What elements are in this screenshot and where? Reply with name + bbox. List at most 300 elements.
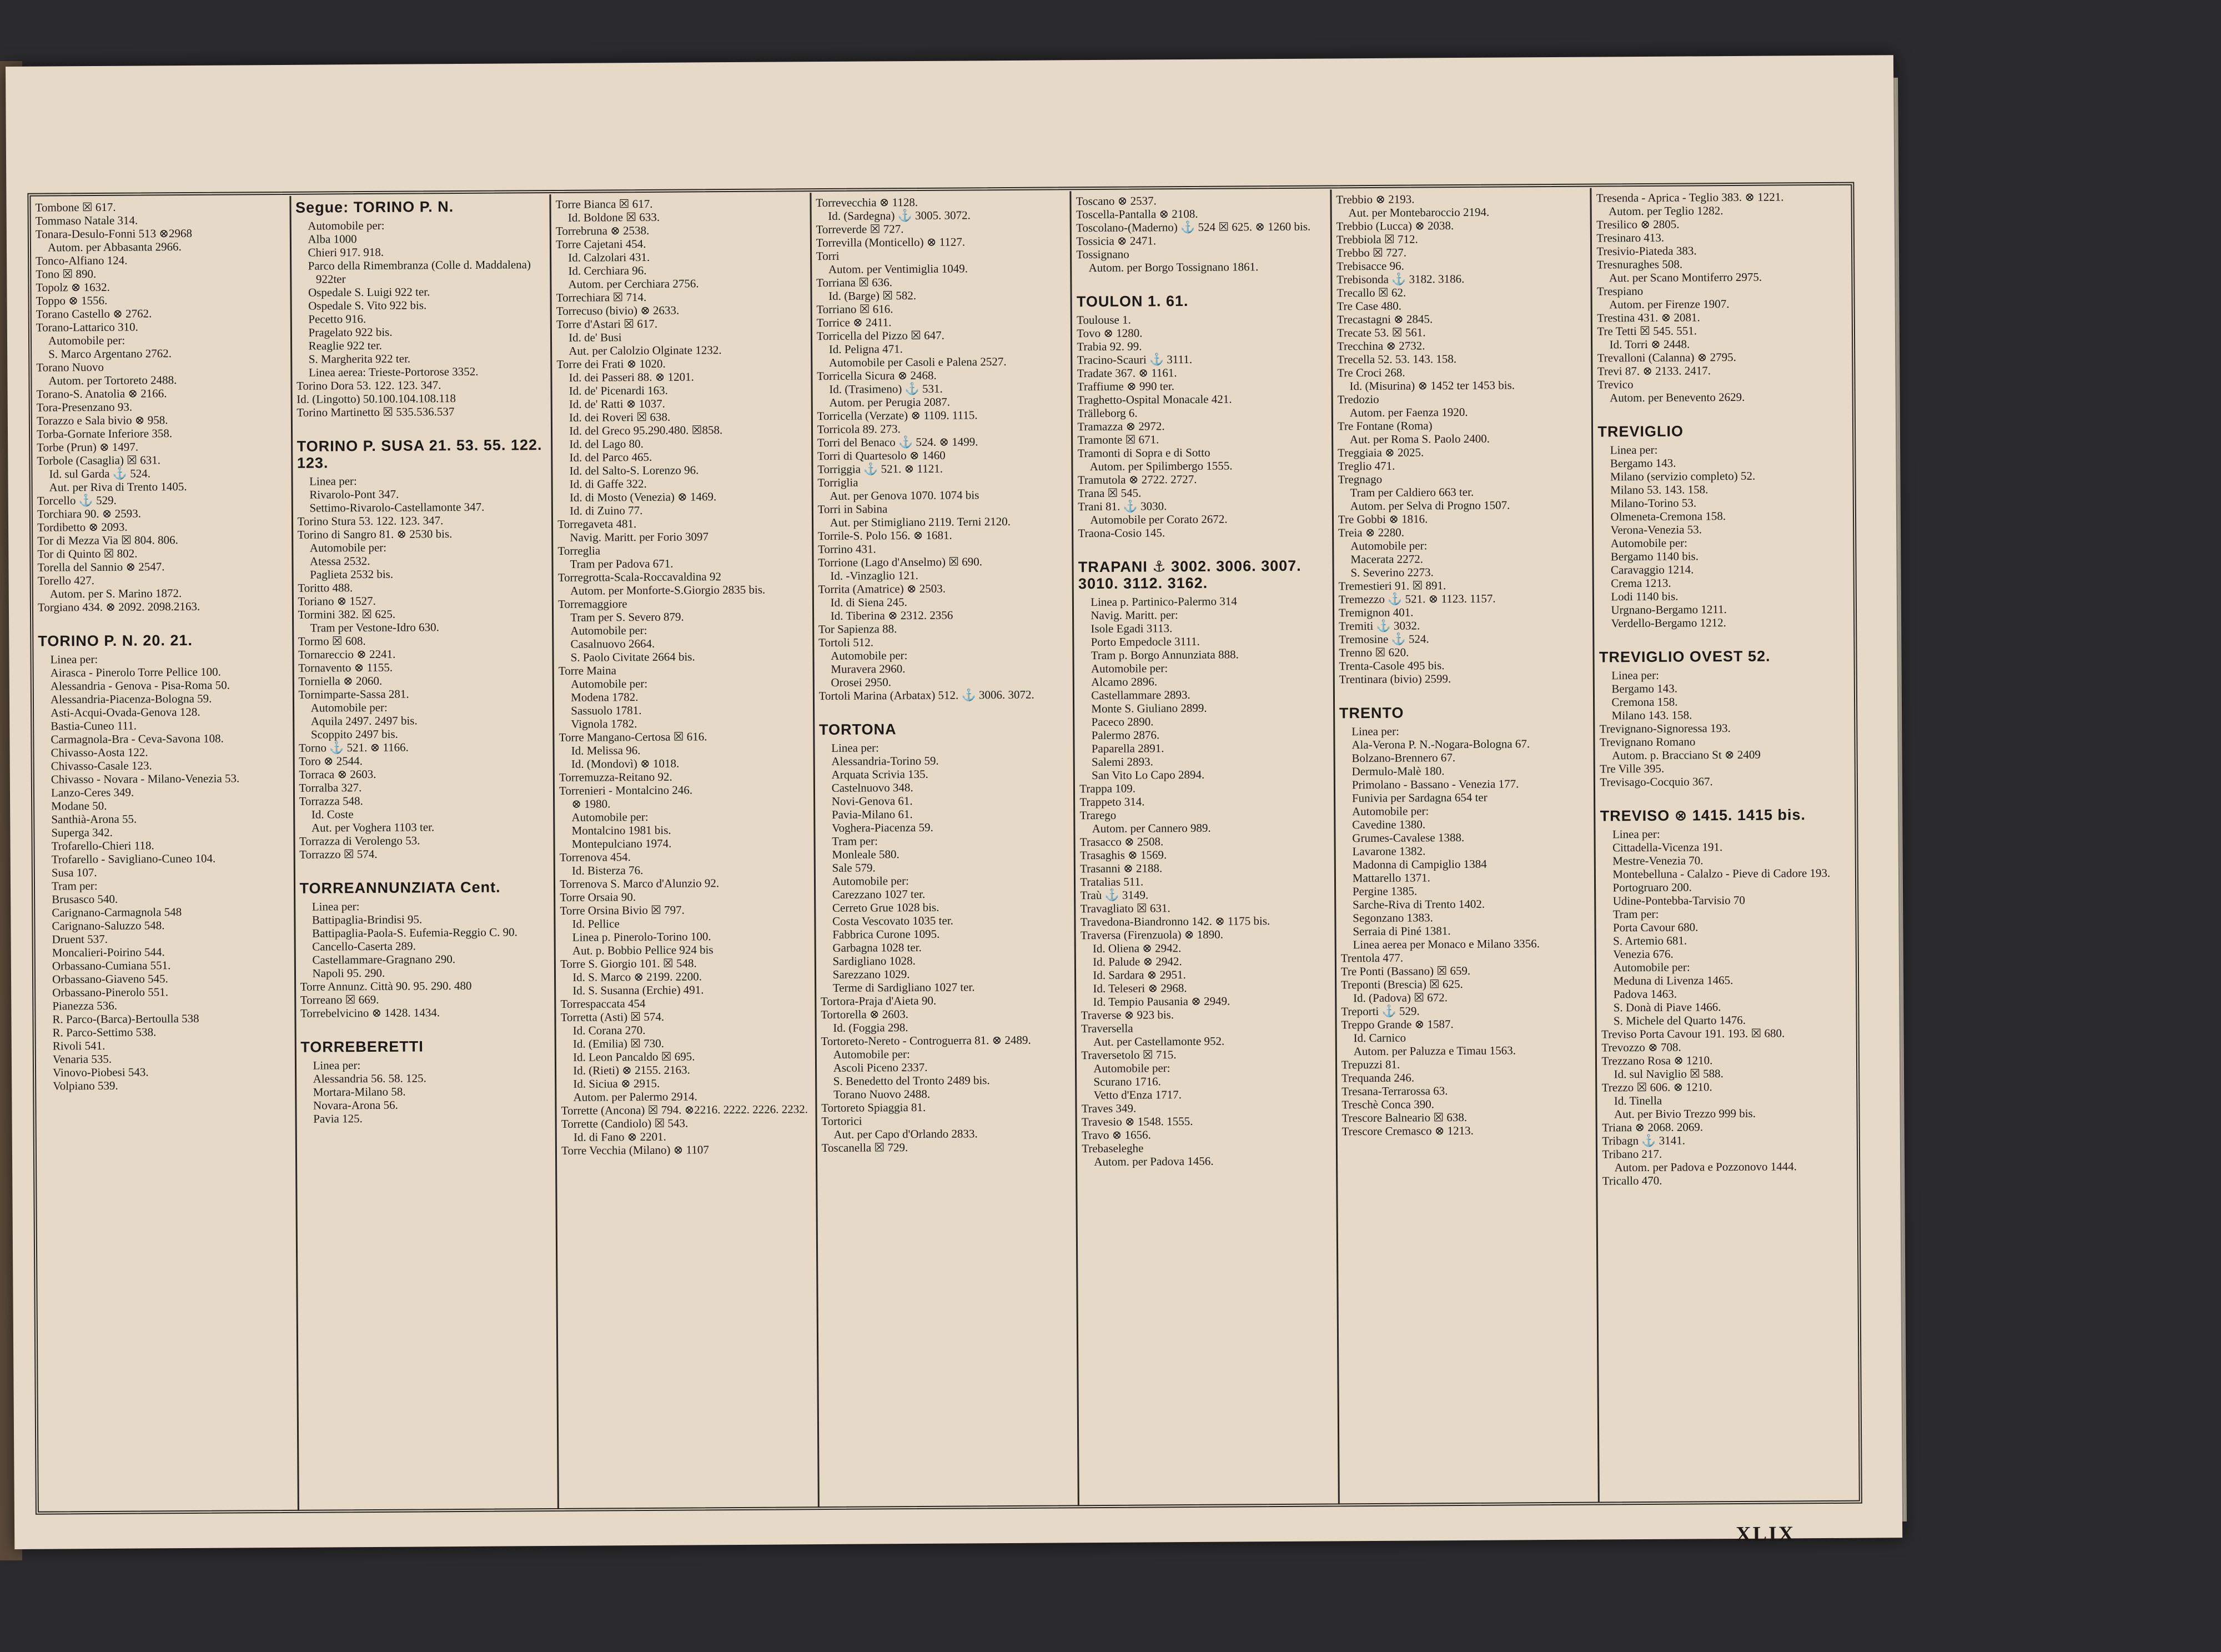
- sub-entry: Id. del Parco 465.: [569, 450, 652, 464]
- sub-entry: Id. Palude ⊗ 2942.: [1093, 955, 1182, 969]
- sub-entry: Porta Cavour 680.: [1612, 920, 1699, 935]
- sub-entry: Id. di Siena 245.: [830, 595, 907, 609]
- index-entry: Torre Bianca ☒ 617.: [555, 197, 653, 211]
- sub-entry: Id. Boldone ☒ 633.: [567, 210, 660, 224]
- index-entry: Torrebelvicino ⊗ 1428. 1434.: [300, 1006, 440, 1020]
- index-entry: Tregnago: [1338, 472, 1383, 486]
- sub-entry: Sarezzano 1029.: [832, 967, 910, 981]
- sub-entry: Id. Calzolari 431.: [568, 250, 650, 264]
- index-entry: Torrechiara ☒ 714.: [556, 290, 647, 304]
- index-entry: Torchiara 90. ⊗ 2593.: [37, 506, 141, 521]
- sub-entry: R. Parco-Settimo 538.: [52, 1025, 157, 1040]
- sub-entry: Modena 1782.: [571, 690, 639, 704]
- index-entry: Tormini 382. ☒ 625.: [298, 607, 396, 621]
- index-entry: Trestina 431. ⊗ 2081.: [1597, 310, 1700, 325]
- sub-entry: Battipaglia-Brindisi 95.: [311, 912, 423, 927]
- index-entry: Traverse ⊗ 923 bis.: [1081, 1008, 1174, 1022]
- index-entry: Toro ⊗ 2544.: [299, 754, 363, 768]
- index-entry: Tor di Mezza Via ☒ 804. 806.: [37, 533, 178, 548]
- index-entry: Tora-Presenzano 93.: [36, 400, 133, 414]
- sub-entry: Tram per:: [51, 879, 98, 893]
- index-entry: Trevignano-Signoressa 193.: [1599, 721, 1731, 736]
- index-entry: Trebbio (Lucca) ⊗ 2038.: [1336, 219, 1454, 233]
- sub-entry: Scurano 1716.: [1093, 1074, 1161, 1089]
- index-entry: Torretta (Asti) ☒ 574.: [560, 1010, 665, 1024]
- index-entry: Torrazza di Verolengo 53.: [299, 833, 420, 848]
- index-entry: Treviso Porta Cavour 191. 193. ☒ 680.: [1601, 1026, 1785, 1041]
- index-entry: Torrebruna ⊗ 2538.: [555, 223, 650, 238]
- index-entry: Trevignano Romano: [1599, 735, 1696, 749]
- index-entry: Torrespaccata 454: [560, 996, 646, 1011]
- index-entry: Torriano ☒ 616.: [816, 302, 893, 317]
- sub-entry: Linea per:: [50, 652, 98, 666]
- index-entry: Traves 349.: [1081, 1101, 1137, 1116]
- sub-entry: Automobile per:: [1610, 536, 1688, 550]
- index-entry: Torre Orsaia 90.: [560, 890, 636, 904]
- sub-entry: Automobile per:: [1091, 661, 1168, 676]
- sub-entry: Id. dei Passeri 88. ⊗ 1201.: [569, 370, 694, 384]
- sub-entry: Id. (Misurina) ⊗ 1452 ter 1453 bis.: [1349, 378, 1515, 393]
- sub-entry: Automobile per:: [48, 333, 125, 348]
- sub-entry: S. Michele del Quarto 1476.: [1613, 1013, 1746, 1028]
- index-entry: Treschè Conca 390.: [1341, 1097, 1435, 1112]
- index-entry: Tremestieri 91. ☒ 891.: [1338, 579, 1446, 593]
- sub-entry: Id. Coste: [311, 807, 354, 821]
- sub-entry: S. Donà di Piave 1466.: [1613, 1000, 1721, 1015]
- sub-entry: Pavia 125.: [313, 1112, 363, 1126]
- sub-entry: Id. di Mosto (Venezia) ⊗ 1469.: [569, 490, 717, 504]
- sub-entry: Scoppito 2497 bis.: [310, 727, 398, 741]
- sub-entry: Alessandria - Genova - Pisa-Roma 50.: [50, 678, 230, 693]
- sub-entry: Castellammare-Gragnano 290.: [312, 952, 456, 967]
- sub-entry: Automobile per:: [570, 676, 648, 691]
- sub-entry: Pecetto 916.: [308, 312, 366, 326]
- index-entry: Trebaseleghe: [1082, 1141, 1144, 1156]
- sub-entry: Sarche-Riva di Trento 1402.: [1353, 897, 1485, 912]
- index-entry: Trescore Balneario ☒ 638.: [1341, 1110, 1468, 1125]
- sub-entry: Rivoli 541.: [52, 1038, 105, 1053]
- sub-entry: Automobile per:: [308, 218, 385, 233]
- index-entry: Torre Annunz. Città 90. 95. 290. 480: [300, 978, 472, 993]
- index-entry: Torano Nuovo: [36, 360, 104, 374]
- sub-entry: Id. dei Roveri ☒ 638.: [569, 410, 671, 424]
- sub-entry: Montebelluna - Calalzo - Pieve di Cadore 193.: [1612, 866, 1831, 881]
- sub-entry: Paparella 2891.: [1091, 741, 1164, 756]
- sub-entry: Linea per:: [831, 741, 880, 755]
- index-entry: Traghetto-Ospital Monacale 421.: [1077, 392, 1232, 407]
- sub-entry: Bergamo 143.: [1610, 456, 1676, 470]
- index-entry: Torrenieri - Montalcino 246.: [559, 783, 693, 797]
- index-column: [1592, 187, 1860, 1503]
- sub-entry: Automobile per:: [1352, 804, 1429, 819]
- index-entry: Treponti (Brescia) ☒ 625.: [1340, 977, 1463, 992]
- sub-entry: Id. Corana 270.: [572, 1023, 646, 1037]
- index-entry: Trasanni ⊗ 2188.: [1080, 861, 1163, 876]
- sub-entry: Chivasso-Casale 123.: [51, 759, 152, 773]
- sub-entry: Novara-Arona 56.: [313, 1098, 398, 1112]
- index-entry: Trevi 87. ⊗ 2133. 2417.: [1597, 364, 1711, 378]
- index-entry: Traversella: [1081, 1021, 1133, 1036]
- sub-entry: Automobile per:: [309, 540, 387, 555]
- sub-entry: Id. Tiberina ⊗ 2312. 2356: [830, 608, 953, 622]
- sub-entry: Trofarello-Chieri 118.: [51, 838, 154, 853]
- sub-entry: Autom. per Perugia 2087.: [829, 395, 951, 409]
- sub-entry: Venezia 676.: [1613, 947, 1674, 961]
- sub-entry: Autom. per Selva di Progno 1507.: [1350, 498, 1510, 513]
- sub-entry: Palermo 2876.: [1091, 728, 1160, 742]
- index-entry: Tredozio: [1337, 392, 1379, 406]
- sub-entry: Aut. per Genova 1070. 1074 bis: [830, 488, 979, 503]
- sub-entry: Aut. p. Bobbio Pellice 924 bis: [572, 943, 713, 957]
- sub-entry: Airasca - Pinerolo Torre Pellice 100.: [50, 665, 221, 680]
- sub-entry: Carmagnola-Bra - Ceva-Savona 108.: [51, 731, 224, 746]
- sub-entry: Tram per Vestone-Idro 630.: [310, 620, 439, 635]
- sub-entry: S. Marco Argentano 2762.: [48, 347, 172, 361]
- index-entry: Tortorella ⊗ 2603.: [821, 1007, 909, 1022]
- index-entry: Tramutola ⊗ 2722. 2727.: [1077, 472, 1197, 487]
- index-entry: Torre Mangano-Certosa ☒ 616.: [559, 730, 707, 744]
- sub-entry: R. Parco-(Barca)-Bertoulla 538: [52, 1011, 199, 1026]
- index-entry: Trasacco ⊗ 2508.: [1079, 835, 1164, 849]
- sub-entry: Alessandria-Piacenza-Bologna 59.: [50, 691, 212, 706]
- sub-entry: Linea per:: [1612, 827, 1660, 841]
- index-entry: Torella del Sannio ⊗ 2547.: [37, 560, 165, 574]
- sub-entry: Alessandria-Torino 59.: [831, 754, 939, 768]
- index-entry: Torino Stura 53. 122. 123. 347.: [297, 514, 444, 528]
- sub-entry: Pavia-Milano 61.: [831, 807, 913, 821]
- sub-entry: Id. del Salto-S. Lorenzo 96.: [569, 463, 699, 478]
- index-entry: Trenno ☒ 620.: [1339, 645, 1409, 660]
- sub-entry: Voghera-Piacenza 59.: [832, 820, 933, 835]
- sub-entry: Ospedale S. Luigi 922 ter.: [308, 285, 430, 299]
- sub-entry: S. Margherita 922 ter.: [308, 352, 411, 366]
- index-entry: Tre Tetti ☒ 545. 551.: [1597, 324, 1697, 338]
- sub-entry: Milano (servizio completo) 52.: [1610, 469, 1756, 484]
- index-entry: Toscanella ☒ 729.: [821, 1141, 908, 1155]
- index-entry: Torbole (Casaglia) ☒ 631.: [37, 453, 161, 468]
- index-entry: Torcello ⚓ 529.: [37, 493, 117, 508]
- index-entry: Tossicia ⊗ 2471.: [1076, 234, 1157, 248]
- sub-entry: Aut. per Castellamonte 952.: [1093, 1034, 1225, 1049]
- sub-entry: Salemi 2893.: [1091, 755, 1153, 769]
- index-entry: Triana ⊗ 2068. 2069.: [1602, 1120, 1704, 1134]
- sub-entry: Susa 107.: [51, 866, 97, 880]
- sub-entry: Montepulciano 1974.: [571, 836, 672, 851]
- index-entry: Trebbiola ☒ 712.: [1336, 232, 1418, 247]
- index-column: [811, 191, 1079, 1508]
- index-entry: Tradate 367. ⊗ 1161.: [1077, 366, 1177, 380]
- index-entry: Toritto 488.: [298, 581, 353, 595]
- sub-entry: Aut. per Voghera 1103 ter.: [311, 820, 435, 835]
- sub-entry: Isole Egadi 3113.: [1091, 621, 1173, 636]
- sub-entry: Santhià-Arona 55.: [51, 812, 137, 826]
- index-entry: Torello 427.: [37, 574, 95, 588]
- sub-entry: Linea per:: [313, 1058, 361, 1072]
- sub-entry: Id. Leon Pancaldo ☒ 695.: [572, 1050, 695, 1064]
- index-entry: Torre dei Frati ⊗ 1020.: [556, 356, 666, 371]
- sub-entry: Id. Siciua ⊗ 2915.: [573, 1076, 660, 1091]
- index-entry: Trespiano: [1596, 284, 1644, 298]
- sub-entry: Olmeneta-Cremona 158.: [1610, 509, 1726, 524]
- index-entry: Toulouse 1.: [1077, 313, 1131, 327]
- index-entry: Trebisonda ⚓ 3182. 3186.: [1336, 272, 1465, 287]
- index-entry: Torre Cajetani 454.: [556, 237, 646, 251]
- index-entry: Torre Vecchia (Milano) ⊗ 1107: [561, 1143, 709, 1157]
- index-entry: Trälleborg 6.: [1077, 406, 1138, 420]
- index-entry: Travo ⊗ 1656.: [1081, 1128, 1151, 1142]
- index-entry: Trevisago-Cocquio 367.: [1600, 775, 1713, 789]
- index-entry: Tribagn ⚓ 3141.: [1602, 1133, 1686, 1148]
- sub-entry: Moncalieri-Poirino 544.: [52, 945, 165, 960]
- station-heading: TRAPANI ⚓ 3002. 3006. 3007. 3010. 3112. 3162.: [1078, 557, 1302, 592]
- index-entry: Tordibetto ⊗ 2093.: [37, 520, 128, 534]
- sub-entry: Mortara-Milano 58.: [313, 1084, 406, 1099]
- sub-entry: Ospedale S. Vito 922 bis.: [308, 298, 427, 313]
- sub-entry: Autom. per Cerchiara 2756.: [568, 277, 699, 291]
- index-entry: Toscano ⊗ 2537.: [1076, 194, 1157, 208]
- index-entry: Torrione (Lago d'Anselmo) ☒ 690.: [818, 555, 983, 570]
- index-entry: Torri in Sabina: [817, 502, 888, 516]
- index-entry: Tor di Quinto ☒ 802.: [37, 546, 138, 561]
- sub-entry: Id. (Emilia) ☒ 730.: [572, 1036, 665, 1051]
- sub-entry: Bastia-Cuneo 111.: [51, 719, 137, 733]
- sub-entry: Id. Cerchiara 96.: [568, 263, 647, 278]
- index-entry: Tono ☒ 890.: [36, 267, 97, 281]
- sub-entry: Id. Teleseri ⊗ 2968.: [1093, 981, 1187, 996]
- station-heading: TORREBERETTI: [300, 1038, 424, 1056]
- sub-entry: Tram p. Borgo Annunziata 888.: [1091, 647, 1239, 662]
- index-entry: Torano-Lattarico 310.: [36, 320, 138, 334]
- index-entry: Tommaso Natale 314.: [35, 213, 138, 228]
- index-entry: Torriana ☒ 636.: [816, 275, 893, 290]
- index-entry: Tor Sapienza 88.: [818, 622, 897, 636]
- sub-entry: Sale 579.: [832, 861, 876, 875]
- sub-entry: Linea per:: [311, 900, 360, 913]
- sub-entry: Linea aerea: Trieste-Portorose 3352.: [308, 364, 479, 379]
- index-entry: Torba-Gornate Inferiore 358.: [36, 426, 173, 441]
- sub-entry: Id. Tinella: [1614, 1093, 1662, 1108]
- index-entry: Torreverde ☒ 727.: [816, 222, 904, 237]
- sub-entry: Alba 1000: [308, 232, 357, 246]
- index-entry: Torrino 431.: [817, 542, 876, 556]
- sub-entry: Crema 1213.: [1611, 576, 1671, 590]
- sub-entry: Id. Pellice: [572, 917, 620, 931]
- sub-entry: Autom. per Paluzza e Timau 1563.: [1353, 1043, 1516, 1058]
- index-entry: Traversetolo ☒ 715.: [1081, 1048, 1177, 1062]
- index-entry: Torrice ⊗ 2411.: [816, 315, 892, 330]
- station-heading: TORTONA: [818, 721, 897, 739]
- sub-entry: Battipaglia-Paola-S. Eufemia-Reggio C. 90.: [312, 925, 517, 940]
- sub-entry: Aut. per Calolzio Olginate 1232.: [569, 343, 722, 358]
- index-column: [31, 196, 299, 1513]
- index-entry: Trabia 92. 99.: [1077, 339, 1142, 354]
- sub-entry: Id. di Fano ⊗ 2201.: [573, 1129, 666, 1144]
- sub-entry: Id. (Trasimeno) ⚓ 531.: [829, 381, 943, 396]
- index-entry: Treporti ⚓ 529.: [1341, 1004, 1420, 1018]
- sub-entry: Id. de' Picenardi 163.: [569, 383, 668, 398]
- index-entry: Torri: [816, 249, 840, 263]
- index-entry: Trasaghis ⊗ 1569.: [1079, 848, 1167, 862]
- sub-entry: Tram per:: [1612, 907, 1659, 921]
- sub-entry: Vetto d'Enza 1717.: [1093, 1088, 1182, 1102]
- sub-entry: Macerata 2272.: [1350, 552, 1423, 566]
- sub-entry: Id. Melissa 96.: [571, 744, 641, 757]
- sub-entry: Id. Carnico: [1353, 1031, 1406, 1045]
- sub-entry: Orosei 2950.: [831, 675, 892, 689]
- index-entry: Torre Maina: [558, 664, 616, 677]
- sub-entry: Id. sul Garda ⚓ 524.: [49, 466, 151, 481]
- index-entry: Tre Ponti (Bassano) ☒ 659.: [1340, 963, 1471, 978]
- index-entry: Tonco-Alfiano 124.: [36, 253, 128, 268]
- sub-entry: Autom. per Palermo 2914.: [573, 1089, 697, 1104]
- sub-entry: S. Severino 2273.: [1350, 565, 1434, 580]
- sub-entry: Navig. Maritt. per:: [1091, 608, 1178, 622]
- index-entry: Tombone ☒ 617.: [35, 200, 116, 214]
- sub-entry: Autom. per Abbasanta 2966.: [47, 240, 182, 254]
- index-entry: Tortorici: [821, 1114, 862, 1128]
- index-entry: Torregrotta-Scala-Roccavaldina 92: [557, 570, 722, 584]
- index-entry: Treppo Grande ⊗ 1587.: [1341, 1017, 1454, 1032]
- sub-entry: Milano-Torino 53.: [1610, 496, 1697, 510]
- sub-entry: Id. Peligna 471.: [828, 342, 903, 356]
- index-entry: Torre Orsina Bivio ☒ 797.: [560, 903, 685, 917]
- sub-entry: Tram per:: [832, 834, 878, 848]
- index-entry: Torre d'Astari ☒ 617.: [556, 317, 658, 331]
- sub-entry: Autom. per Monforte-S.Giorgio 2835 bis.: [570, 583, 766, 597]
- sub-entry: Bergamo 1140 bis.: [1610, 549, 1699, 564]
- sub-entry: Aut. per Montebaroccio 2194.: [1348, 205, 1490, 220]
- index-entry: Trappa 109.: [1079, 781, 1136, 796]
- sub-entry: Id. Torri ⊗ 2448.: [1609, 337, 1690, 352]
- sub-entry: Caravaggio 1214.: [1610, 563, 1694, 577]
- index-entry: Tremignon 401.: [1338, 605, 1414, 620]
- sub-entry: Navig. Maritt. per Forio 3097: [570, 530, 709, 544]
- sub-entry: Orbassano-Pinerolo 551.: [52, 985, 169, 1000]
- sub-entry: Id. (Rieti) ⊗ 2155. 2163.: [573, 1063, 690, 1077]
- index-entry: Traù ⚓ 3149.: [1080, 888, 1149, 902]
- sub-entry: Linea aerea per Monaco e Milano 3356.: [1353, 937, 1540, 952]
- sub-entry: Muravera 2960.: [831, 662, 906, 676]
- sub-entry: Autom. per Borgo Tossignano 1861.: [1088, 260, 1259, 275]
- index-entry: Torremaggiore: [557, 597, 627, 611]
- index-entry: Trecallo ☒ 62.: [1336, 285, 1406, 300]
- sub-entry: Arquata Scrivia 135.: [831, 767, 928, 781]
- sub-entry: Orbassano-Cumiana 551.: [52, 958, 171, 973]
- index-entry: Torazzo e Sala bivio ⊗ 958.: [36, 413, 168, 428]
- sub-entry: Id. (Foggia 298.: [833, 1021, 908, 1035]
- index-entry: Tresenda - Aprica - Teglio 383. ⊗ 1221.: [1596, 190, 1784, 205]
- sub-entry: Automobile per:: [832, 874, 909, 888]
- sub-entry: Id. Oliena ⊗ 2942.: [1092, 941, 1182, 956]
- index-entry: Toscolano-(Maderno) ⚓ 524 ☒ 625. ⊗ 1260 bis.: [1076, 219, 1311, 235]
- sub-entry: Primolano - Bassano - Venezia 177.: [1351, 777, 1519, 792]
- sub-entry: Automobile per:: [1093, 1061, 1170, 1076]
- sub-entry: Pragelato 922 bis.: [308, 325, 393, 339]
- sub-entry: Serraia di Piné 1381.: [1353, 924, 1451, 938]
- index-entry: Trevozzo ⊗ 708.: [1601, 1040, 1681, 1055]
- index-entry: Trentola 477.: [1340, 951, 1404, 965]
- index-entry: Torrette (Candiolo) ☒ 543.: [561, 1116, 689, 1131]
- sub-entry: Fabbrica Curone 1095.: [832, 927, 940, 941]
- index-entry: Tramonti di Sopra e di Sotto: [1077, 445, 1210, 460]
- index-entry: Tortoreto Spiaggia 81.: [821, 1100, 926, 1115]
- sub-entry: Tram per Padova 671.: [570, 556, 674, 571]
- sub-entry: Segonzano 1383.: [1353, 911, 1433, 925]
- sub-entry: Lavarone 1382.: [1352, 844, 1426, 858]
- index-entry: Travesio ⊗ 1548. 1555.: [1081, 1114, 1193, 1129]
- index-entry: Trezzano Rosa ⊗ 1210.: [1601, 1053, 1713, 1068]
- page-number: XLIX: [1736, 1522, 1796, 1546]
- index-entry: Trepuzzi 81.: [1341, 1057, 1400, 1072]
- sub-entry: Porto Empedocle 3111.: [1091, 634, 1200, 649]
- index-column: [1072, 189, 1340, 1506]
- sub-entry: Trofarello - Savigliano-Cuneo 104.: [51, 851, 216, 866]
- sub-entry: Montalcino 1981 bis.: [571, 823, 671, 837]
- sub-entry: Aut. per Roma S. Paolo 2400.: [1349, 431, 1490, 446]
- index-entry: Tre Croci 268.: [1337, 365, 1405, 380]
- sub-entry: Carignano-Saluzzo 548.: [52, 918, 165, 933]
- index-entry: Torrazzo ☒ 574.: [299, 847, 378, 861]
- sub-entry: Volpiano 539.: [53, 1078, 118, 1093]
- sub-entry: Verona-Venezia 53.: [1610, 523, 1702, 537]
- index-entry: Torricella (Verzate) ⊗ 1109. 1115.: [817, 408, 978, 423]
- sub-entry: Carignano-Carmagnola 548: [52, 905, 182, 920]
- index-entry: Tornavento ⊗ 1155.: [298, 660, 393, 675]
- index-entry: Traversa (Firenzuola) ⊗ 1890.: [1080, 927, 1224, 942]
- index-entry: Torbe (Prun) ⊗ 1497.: [37, 440, 139, 454]
- sub-entry: Monte S. Giuliano 2899.: [1091, 701, 1207, 716]
- sub-entry: Automobile per:: [310, 700, 388, 715]
- sub-entry: Id. Tempio Pausania ⊗ 2949.: [1093, 994, 1230, 1009]
- index-entry: Trecchina ⊗ 2732.: [1336, 339, 1425, 353]
- sub-entry: Castellammare 2893.: [1091, 687, 1190, 702]
- sub-entry: Vinovo-Piobesi 543.: [52, 1065, 149, 1079]
- sub-entry: Castelnuovo 348.: [831, 781, 913, 795]
- index-entry: Torrenova 454.: [559, 850, 631, 864]
- index-entry: Trescore Cremasco ⊗ 1213.: [1341, 1123, 1474, 1138]
- sub-entry: Milano 143. 158.: [1611, 708, 1692, 722]
- sub-entry: Id. Bisterza 76.: [571, 863, 644, 877]
- index-entry: Tremosine ⚓ 524.: [1339, 632, 1429, 646]
- sub-entry: Autom. per Firenze 1907.: [1609, 297, 1730, 312]
- sub-entry: S. Benedetto del Tronto 2489 bis.: [833, 1073, 990, 1088]
- index-entry: Torino di Sangro 81. ⊗ 2530 bis.: [297, 527, 453, 541]
- index-entry: Tramazza ⊗ 2972.: [1077, 419, 1165, 434]
- index-entry: Tricallo 470.: [1602, 1173, 1662, 1188]
- sub-entry: Id. (Sardegna) ⚓ 3005. 3072.: [828, 208, 971, 223]
- station-heading: TREVISO ⊗ 1415. 1415 bis.: [1600, 806, 1806, 825]
- station-heading: TRENTO: [1339, 704, 1404, 722]
- sub-entry: Lanzo-Ceres 349.: [51, 785, 134, 800]
- station-heading: TREVIGLIO OVEST 52.: [1599, 647, 1771, 666]
- sub-entry: Autom. per Benevento 2629.: [1610, 390, 1745, 405]
- sub-entry: Terme di Sardigliano 1027 ter.: [832, 980, 975, 995]
- index-entry: Toscella-Pantalla ⊗ 2108.: [1076, 207, 1198, 222]
- sub-entry: Autom. per Ventimiglia 1049.: [828, 262, 968, 276]
- sub-entry: Garbagna 1028 ter.: [832, 940, 922, 955]
- index-entry: Torrazza 548.: [299, 794, 363, 808]
- index-entry: Travagliato ☒ 631.: [1080, 901, 1170, 916]
- sub-entry: ⊗ 1980.: [571, 797, 611, 811]
- index-entry: Torino Dora 53. 122. 123. 347.: [297, 378, 441, 393]
- index-entry: Torrevecchia ⊗ 1128.: [816, 195, 918, 210]
- sub-entry: Ala-Verona P. N.-Nogara-Bologna 67.: [1351, 737, 1530, 752]
- sub-entry: Alessandria 56. 58. 125.: [313, 1071, 426, 1086]
- sub-entry: Costa Vescovato 1035 ter.: [832, 913, 953, 928]
- sub-entry: Orbassano-Giaveno 545.: [52, 972, 168, 986]
- station-heading: TORREANNUNZIATA Cent.: [299, 878, 501, 897]
- index-entry: Trequanda 246.: [1341, 1071, 1415, 1085]
